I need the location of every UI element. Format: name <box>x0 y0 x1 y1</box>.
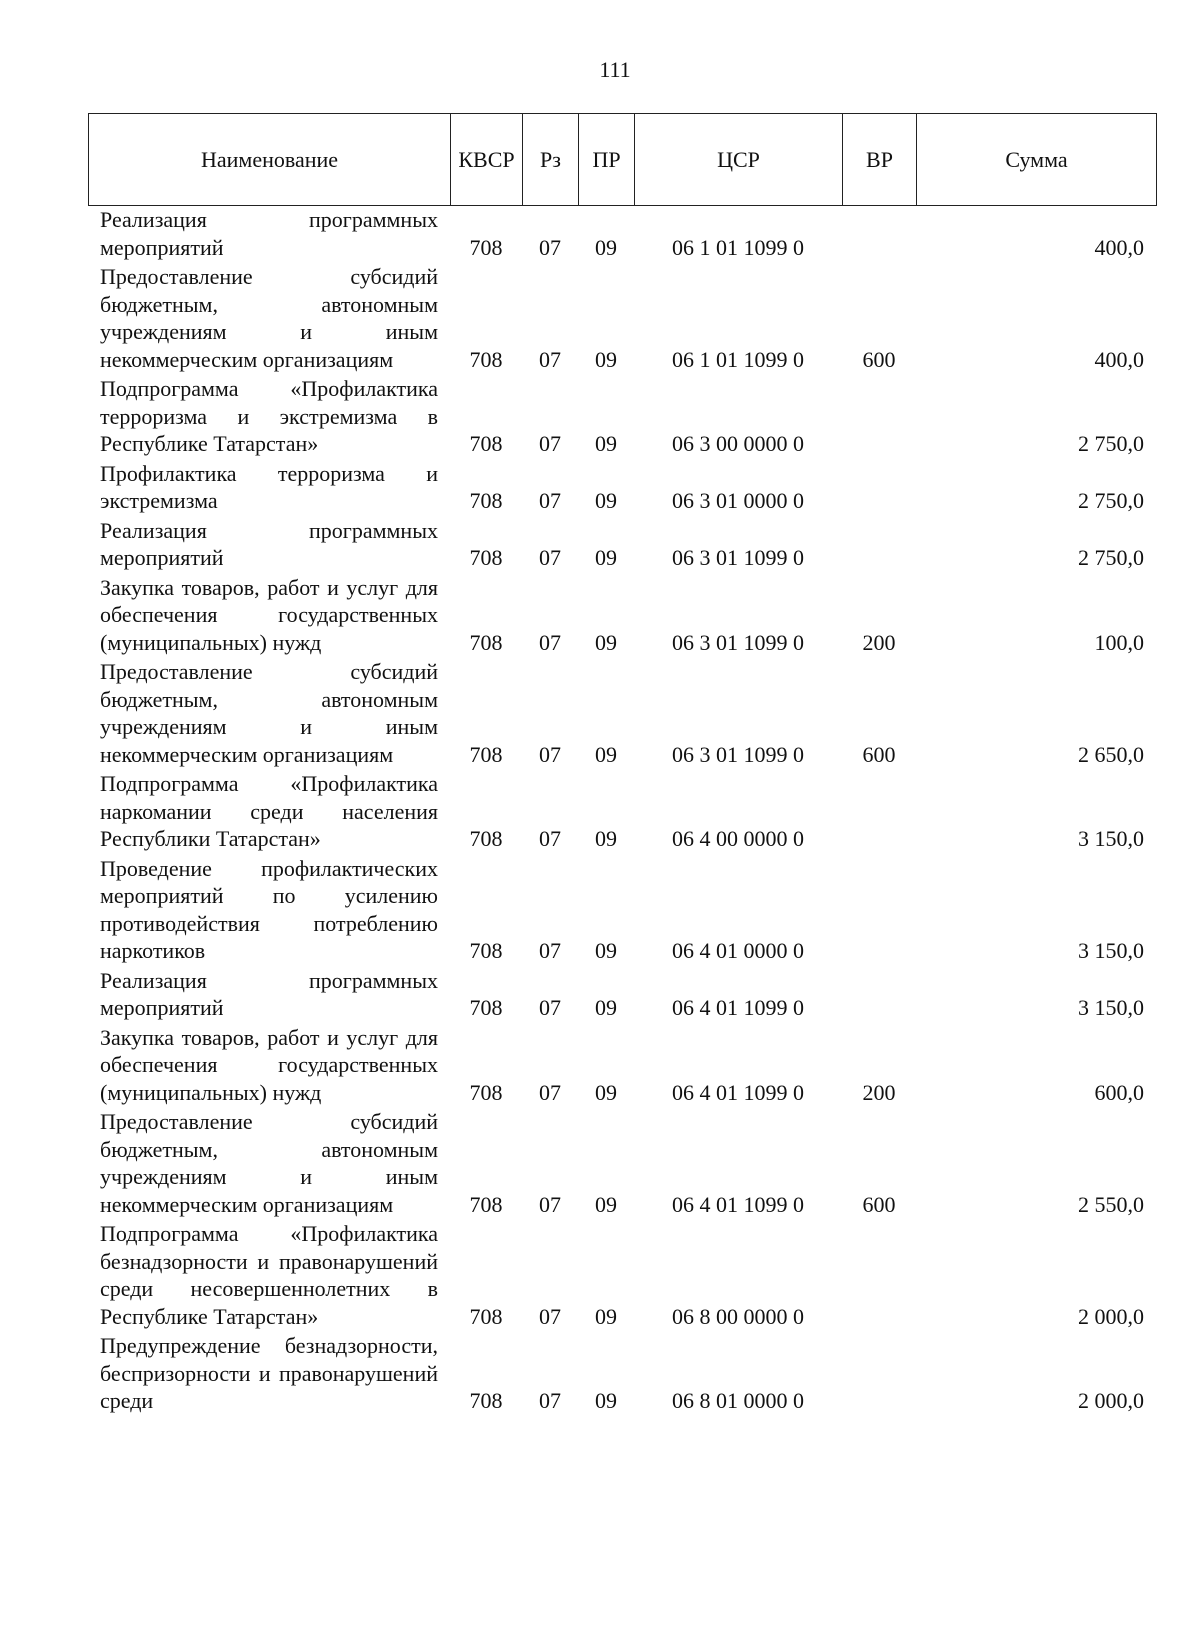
row-pr: 09 <box>595 1191 617 1217</box>
row-pr: 09 <box>595 234 617 260</box>
row-pr: 09 <box>595 826 617 851</box>
table-row <box>88 967 1156 1024</box>
row-vr <box>842 460 916 517</box>
row-kvsr: 708 <box>469 346 503 372</box>
row-pr: 09 <box>595 488 617 513</box>
row-sum: 3 150,0 <box>1078 826 1144 851</box>
row-tssr: 06 1 01 1099 0 <box>672 234 804 260</box>
row-sum: 600,0 <box>1094 1079 1144 1105</box>
row-tssr: 06 3 01 1099 0 <box>672 741 804 767</box>
row-name: Предоставление субсидий бюджетным, автономным учреждениям и иным некоммерческим организациям <box>100 264 438 372</box>
table-row <box>88 855 1156 967</box>
row-name: Предоставление субсидий бюджетным, автономным учреждениям и иным некоммерческим организациям <box>100 1109 438 1217</box>
row-name: Реализация программных мероприятий <box>100 517 438 570</box>
row-rz: 07 <box>539 488 561 513</box>
row-vr <box>842 1220 916 1332</box>
budget-table <box>88 206 1156 1417</box>
header-vr: ВР <box>843 114 917 206</box>
row-sum: 400,0 <box>1094 346 1144 372</box>
table-row <box>88 460 1156 517</box>
row-tssr: 06 8 00 0000 0 <box>672 1303 804 1329</box>
row-vr: 600 <box>862 741 896 767</box>
row-sum: 3 150,0 <box>1078 995 1144 1020</box>
row-name: Подпрограмма «Профилактика безнадзорности и правонарушений среди несовершеннолетних в Республике Татарстан» <box>100 1221 438 1329</box>
row-tssr: 06 4 01 0000 0 <box>672 938 804 963</box>
row-vr <box>842 770 916 855</box>
table-row <box>88 1108 1156 1220</box>
row-sum: 2 650,0 <box>1078 741 1144 767</box>
row-vr <box>842 967 916 1024</box>
row-rz: 07 <box>539 629 561 655</box>
header-rz: Рз <box>523 114 579 206</box>
row-name: Предоставление субсидий бюджетным, автономным учреждениям и иным некоммерческим организациям <box>100 659 438 767</box>
row-rz: 07 <box>539 1079 561 1105</box>
header-sum: Сумма <box>917 114 1157 206</box>
row-tssr: 06 3 01 1099 0 <box>672 545 804 570</box>
row-tssr: 06 8 01 0000 0 <box>672 1388 804 1413</box>
row-sum: 2 000,0 <box>1078 1303 1144 1329</box>
header-name: Наименование <box>89 114 451 206</box>
row-vr: 600 <box>862 1191 896 1217</box>
row-pr: 09 <box>595 938 617 963</box>
row-rz: 07 <box>539 1388 561 1413</box>
row-kvsr: 708 <box>469 1191 503 1217</box>
header-kvsr: КВСР <box>451 114 523 206</box>
table-header <box>88 113 1157 206</box>
row-rz: 07 <box>539 234 561 260</box>
header-pr: ПР <box>579 114 635 206</box>
table-row <box>88 263 1156 375</box>
row-tssr: 06 3 00 0000 0 <box>672 431 804 456</box>
table-row <box>88 1024 1156 1109</box>
row-kvsr: 708 <box>469 741 503 767</box>
row-vr <box>842 375 916 460</box>
row-vr <box>842 517 916 574</box>
row-vr <box>842 855 916 967</box>
row-tssr: 06 4 01 1099 0 <box>672 1079 804 1105</box>
row-sum: 2 550,0 <box>1078 1191 1144 1217</box>
table-row <box>88 658 1156 770</box>
header-tssr: ЦСР <box>635 114 843 206</box>
row-name: Профилактика терроризма и экстремизма <box>100 460 438 513</box>
row-pr: 09 <box>595 1388 617 1413</box>
row-kvsr: 708 <box>469 629 503 655</box>
row-rz: 07 <box>539 431 561 456</box>
row-kvsr: 708 <box>469 1303 503 1329</box>
row-kvsr: 708 <box>469 545 503 570</box>
row-name: Закупка товаров, работ и услуг для обеспечения государственных (муниципальных) нужд <box>100 1024 438 1105</box>
row-rz: 07 <box>539 741 561 767</box>
row-vr <box>842 1332 916 1417</box>
row-sum: 2 000,0 <box>1078 1388 1144 1413</box>
row-vr: 600 <box>862 346 896 372</box>
table-row <box>88 206 1156 263</box>
row-vr: 200 <box>862 629 896 655</box>
row-kvsr: 708 <box>469 938 503 963</box>
table-row <box>88 574 1156 659</box>
row-rz: 07 <box>539 1191 561 1217</box>
row-sum: 100,0 <box>1094 629 1144 655</box>
table-row <box>88 517 1156 574</box>
row-tssr: 06 3 01 1099 0 <box>672 629 804 655</box>
page-number: 111 <box>599 57 631 82</box>
row-rz: 07 <box>539 995 561 1020</box>
table-row <box>88 770 1156 855</box>
row-name: Подпрограмма «Профилактика наркомании среди населения Республики Татарстан» <box>100 771 438 851</box>
row-rz: 07 <box>539 1303 561 1329</box>
row-tssr: 06 4 01 1099 0 <box>672 1191 804 1217</box>
table-row <box>88 1332 1156 1417</box>
row-pr: 09 <box>595 1303 617 1329</box>
row-name: Проведение профилактических мероприятий по усилению противодействия потреблению наркотиков <box>100 855 438 963</box>
table-row <box>88 1220 1156 1332</box>
row-sum: 400,0 <box>1094 234 1144 260</box>
row-vr: 200 <box>862 1079 896 1105</box>
row-tssr: 06 3 01 0000 0 <box>672 488 804 513</box>
table-body <box>88 206 1156 1417</box>
row-name: Реализация программных мероприятий <box>100 967 438 1020</box>
row-rz: 07 <box>539 826 561 851</box>
row-name: Реализация программных мероприятий <box>100 207 438 260</box>
table-row <box>88 375 1156 460</box>
row-sum: 2 750,0 <box>1078 488 1144 513</box>
row-kvsr: 708 <box>469 234 503 260</box>
row-kvsr: 708 <box>469 995 503 1020</box>
row-rz: 07 <box>539 938 561 963</box>
row-kvsr: 708 <box>469 1388 503 1413</box>
row-pr: 09 <box>595 346 617 372</box>
row-tssr: 06 4 00 0000 0 <box>672 826 804 851</box>
row-vr <box>842 206 916 263</box>
row-kvsr: 708 <box>469 826 503 851</box>
row-sum: 2 750,0 <box>1078 545 1144 570</box>
row-name: Закупка товаров, работ и услуг для обеспечения государственных (муниципальных) нужд <box>100 574 438 655</box>
row-sum: 2 750,0 <box>1078 431 1144 456</box>
row-kvsr: 708 <box>469 431 503 456</box>
row-pr: 09 <box>595 1079 617 1105</box>
row-rz: 07 <box>539 346 561 372</box>
row-pr: 09 <box>595 629 617 655</box>
row-tssr: 06 4 01 1099 0 <box>672 995 804 1020</box>
row-pr: 09 <box>595 431 617 456</box>
row-kvsr: 708 <box>469 1079 503 1105</box>
row-kvsr: 708 <box>469 488 503 513</box>
row-pr: 09 <box>595 545 617 570</box>
row-name: Подпрограмма «Профилактика терроризма и экстремизма в Республике Татарстан» <box>100 376 438 456</box>
row-rz: 07 <box>539 545 561 570</box>
row-tssr: 06 1 01 1099 0 <box>672 346 804 372</box>
row-sum: 3 150,0 <box>1078 938 1144 963</box>
row-pr: 09 <box>595 741 617 767</box>
row-name: Предупреждение безнадзорности, беспризорности и правонарушений среди <box>100 1333 438 1413</box>
row-pr: 09 <box>595 995 617 1020</box>
